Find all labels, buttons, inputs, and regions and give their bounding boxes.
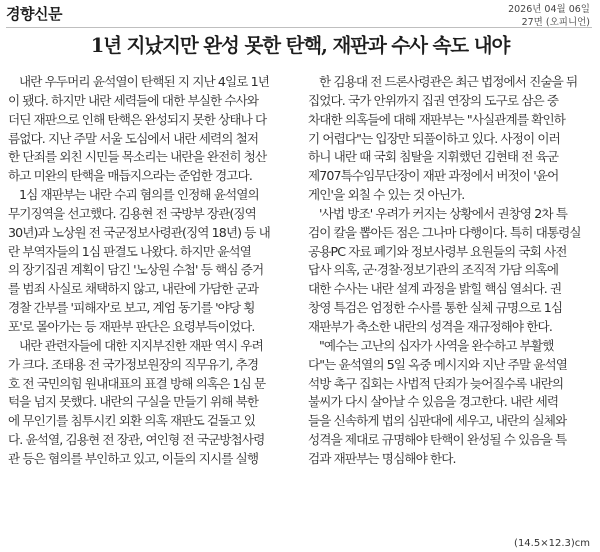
article-line: 무기징역을 선고했다. 김용현 전 국방부 장관(징역 [8, 205, 256, 221]
article-line: 다. 윤석열, 김용현 전 장관, 여인형 전 국군방첩사령 [8, 432, 265, 448]
article-line: 창영 특검은 엄정한 수사를 통한 실체 규명으로 1심 [308, 300, 563, 316]
article-line: 턱을 넘지 못했다. 내란의 구실을 만들기 위해 북한 [8, 394, 259, 410]
article-line: 더딘 재판으로 인해 탄핵은 완성되지 못한 상태나 다 [8, 111, 267, 127]
article-line: 제707특수임무단장이 재판 과정에서 버젓이 '윤어 [308, 168, 559, 184]
article-line: 하니 내란 때 국회 침탈을 지휘했던 김현태 전 육군 [308, 149, 559, 165]
article-line: 에 무인기를 침투시킨 외환 의혹 재판도 겉돌고 있 [8, 413, 256, 429]
article-line: 집었다. 국가 안위까지 집권 연장의 도구로 삼은 중 [308, 92, 559, 108]
article-line: 재판부가 축소한 내란의 성격을 재규정해야 한다. [308, 318, 552, 334]
article-line: 들을 신속하게 법의 심판대에 세우고, 내란의 실체와 [308, 413, 567, 429]
page-section: 27면 (오피니언) [521, 17, 590, 28]
newspaper-masthead: 경향신문 [6, 5, 62, 23]
article-line: 검이 칼을 뽑아든 점은 그나마 다행이다. 특히 대통령실 [308, 224, 581, 240]
article-line: 내란 우두머리 윤석열이 탄핵된 지 지난 4일로 1년 [19, 74, 269, 89]
article-line: 호 전 국민의힘 원내대표의 표결 방해 의혹은 1심 문 [8, 375, 266, 391]
article-line: 답사 의혹, 군·경찰·정보기관의 조직적 가담 의혹에 [308, 262, 559, 278]
article-line: 를 범죄 사실로 채택하지 않고, 내란에 가담한 군과 [8, 281, 259, 297]
article-line: 30년)과 노상원 전 국군정보사령관(징역 18년) 등 내 [8, 224, 270, 240]
editorial-headline: 1년 지났지만 완성 못한 탄핵, 재판과 수사 속도 내야 [90, 34, 510, 57]
article-line: 경찰 간부를 '피해자'로 보고, 계엄 동기를 '야당 횡 [8, 300, 255, 316]
article-line: 하고 미완의 탄핵을 매듭지으라는 준엄한 경고다. [8, 168, 252, 184]
article-line: 공용PC 자료 폐기와 정보사령부 요원들의 국회 사전 [308, 243, 567, 259]
publication-meta [508, 3, 590, 29]
article-left-column [8, 73, 294, 469]
article-line: "예수는 고난의 십자가 사역을 완수하고 부활했 [319, 337, 554, 353]
article-line: 기 어렵다"는 입장만 되풀이하고 있다. 사정이 이러 [308, 130, 560, 146]
article-line: 성격을 제대로 규명해야 탄핵이 완성될 수 있음을 특 [308, 432, 567, 448]
article-line: 불씨가 다시 살아날 수 있음을 경고한다. 내란 세력 [308, 394, 559, 410]
publication-date: 2026년 04월 06일 [508, 4, 590, 15]
article-line: 게인'을 외칠 수 있는 것 아닌가. [308, 187, 465, 203]
article-line: 검과 재판부는 명심해야 한다. [308, 450, 456, 466]
article-line: 가 크다. 조태용 전 국가정보원장의 직무유기, 추경 [8, 356, 259, 372]
article-line: 한 단죄를 외친 시민들 목소리는 내란을 완전히 청산 [8, 149, 267, 165]
article-line: 대한 수사는 내란 설계 과정을 밝힐 핵심 열쇠다. 권 [308, 281, 562, 297]
article-line: 름없다. 지난 주말 서울 도심에서 내란 세력의 철저 [8, 130, 259, 146]
article-line: 관 등은 혐의를 부인하고 있고, 이들의 지시를 실행 [8, 450, 259, 466]
article-line: 차대한 의혹들에 대해 재판부는 "사실관계를 확인하 [308, 111, 565, 127]
article-line: 한 김용대 전 드론사령관은 최근 법정에서 진술을 뒤 [319, 74, 578, 89]
article-right-column [308, 73, 594, 469]
article-line: 의 장기집권 계획이 담긴 '노상원 수첩' 등 핵심 증거 [8, 262, 264, 278]
clipping-size: (14.5×12.3)cm [514, 538, 590, 549]
article-line: 내란 관련자들에 대한 지지부진한 재판 역시 우려 [19, 337, 263, 353]
article-line: 1심 재판부는 내란 수괴 혐의를 인정해 윤석열의 [19, 187, 259, 203]
article-line: 이 됐다. 하지만 내란 세력들에 대한 부실한 수사와 [8, 92, 259, 108]
article-line: 다"는 윤석열의 5일 옥중 메시지와 지난 주말 윤석열 [308, 356, 568, 372]
article-line: 석방 촉구 집회는 사법적 단죄가 늦어질수록 내란의 [308, 375, 564, 391]
header-divider [6, 27, 592, 28]
article-line: '사법 방조' 우려가 커지는 상황에서 권창영 2차 특 [319, 205, 568, 221]
article-line: 란 부역자들의 1심 판결도 나왔다. 하지만 윤석열 [8, 243, 251, 259]
article-line: 포'로 몰아가는 등 재판부 판단은 요령부득이었다. [8, 318, 255, 334]
